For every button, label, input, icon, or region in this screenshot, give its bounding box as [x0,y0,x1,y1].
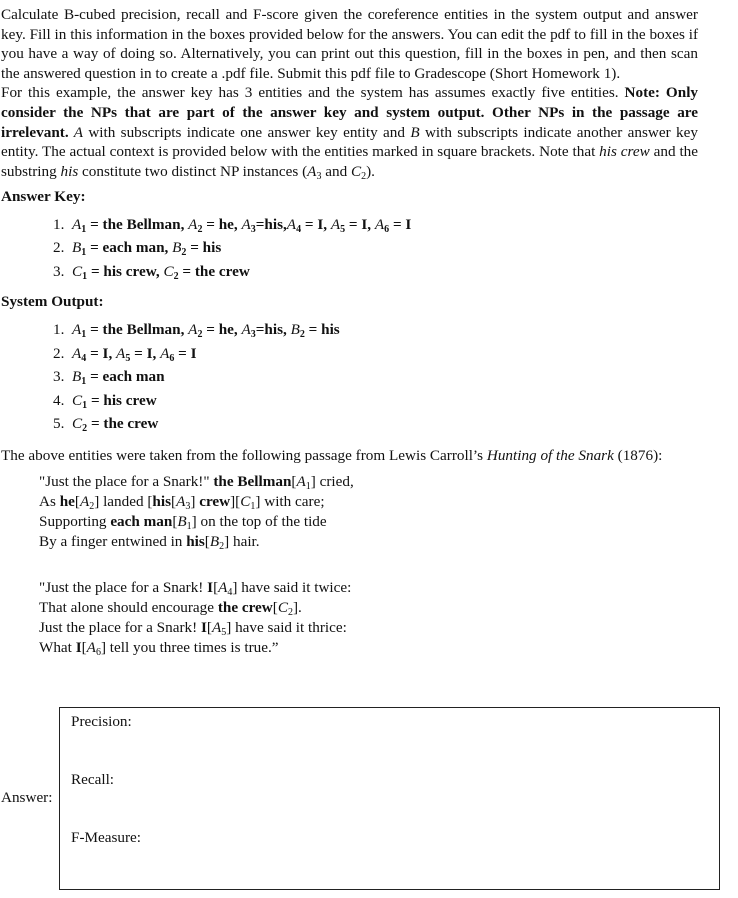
list-item: 1. $A_1$ = the Bellman, $A_2$ = he, $A_3=his,A_4 = I$, $A_5 = I$, $A_6 = I$ [53,215,412,235]
list-item: 3. $C_1$ = his crew, $C_2$ = the crew [53,262,250,282]
passage-intro: The above entities were taken from the following passage from Lewis Carroll’s Hunting of the Snark (1876): [1,446,663,464]
poem-line: That alone should encourage the $crew[C_2]$. [39,599,302,619]
answer-key-list [1,213,698,284]
precision-field[interactable]: Precision: [71,713,132,730]
list-item: 5. $C_2$ = the crew [53,415,159,435]
example-text: For this example, the answer key has 3 entities and the system has assumes exactly five entities. [1,84,625,102]
answer-section [1,707,721,890]
list-item: 2. $B_1$ = each man, $B_2$ = his [53,239,222,259]
system-output-heading: System Output: [1,293,104,311]
poem-line: What $I[A_6]$ tell you three times is true.” [39,638,279,658]
book-title: Hunting of the Snark [486,446,614,464]
symbol-b: B [410,123,420,141]
poem-line: Supporting each $man[B_1]$ on the top of the tide [39,512,327,532]
question-page [1,5,698,658]
example-paragraph: For this example, the answer key has 3 entities and the system has assumes exactly five entities. Note: Only consider the NPs that are part of the answer key and system output. Other NPs in the passage are irrelevant. A with subscripts indicate one answer key entity and B with subscripts indicate another answer key entity. The actual context is provided below with the entities marked in square brackets. Note that his crew and the substring his constitute two distinct NP instances ($A_3$ and $C_2$). [1,84,699,182]
list-item: 4. $C_1$ = his crew [53,391,157,411]
list-item: 1. $A_1$ = the Bellman, $A_2$ = he, $A_3=his$, $B_2$ = his [53,321,340,341]
list-item: 2. $A_4 = I$, $A_5 = I$, $A_6 = I$ [53,344,197,364]
poem-line: Just the place for a Snark! $I[A_5]$ have said it thrice: [39,618,347,638]
note-text: Note: Only consider the NPs that are part of the answer key and system output. Other NPs in the passage are irrelevant. [1,84,699,141]
poem-line: "Just the place for a Snark! $I[A_4]$ have said it twice: [39,579,352,599]
answer-box[interactable] [59,707,720,890]
answer-label: Answer: [1,789,53,806]
answer-key-heading: Answer Key: [1,188,86,206]
stanza-1 [39,472,698,551]
recall-field[interactable]: Recall: [71,771,115,788]
poem-line: "Just the place for a Snark!" the $Bellman[A_1]$ cried, [39,473,354,493]
fmeasure-field[interactable]: F-Measure: [71,829,142,846]
list-item: 3. $B_1$ = each man [53,368,165,388]
instructions-paragraph: Calculate B-cubed precision, recall and F-score given the coreference entities in the system output and answer key. Fill in this information in the boxes provided below for the answers. You can edit the pdf to fill in the boxes if you have a way of doing so. Alternatively, you can print out this question, fill in the boxes in pen, and then scan the answered question in to create a .pdf file. Submit this pdf file to Gradescope (Short Homework 1). [1,6,698,82]
poem-line: By a finger entwined in $his[B_2]$ hair. [39,532,260,552]
symbol-a: A [68,123,83,141]
poem-line: As $he[A_2]$ landed [$his[A_3]$ $crew][C_1]$ with care; [39,492,325,512]
system-output-list [1,318,698,436]
stanza-2 [39,578,698,657]
